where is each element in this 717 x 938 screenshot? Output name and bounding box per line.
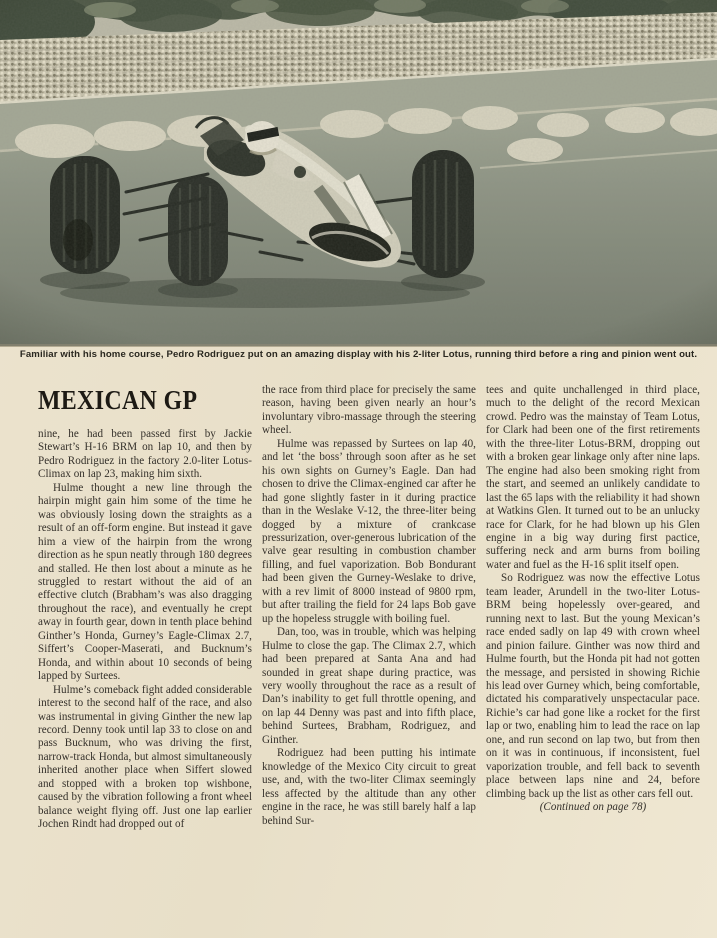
race-photo-illustration [0, 0, 717, 346]
paragraph: tees and quite unchallenged in third place, much to the delight of the record Mexican crowd. Pedro was the mainstay of Team Lotus, for Clark had been one of the first retirements with the three-liter Lotus-BRM, dropping out with a broken gear linkage only after nine laps. The engine had also been smoking right from the start, and seemed an unlikely candidate to last the 65 laps with the reliability it had shown at Watkins Glen. It turned out to be an unlucky race for Clark, for he had blown up his Glen engine in a big way during first pactice, suffering neck and arm burns from boiling water and fuel as the H-16 split itself open. [486, 384, 700, 571]
paragraph: Dan, too, was in trouble, which was helping Hulme to close the gap. The Climax 2.7, which had been prepared at Santa Ana and had sounded in great shape during practice, was very woolly throughout the race as a result of Dan’s inability to get full throttle opening, and on lap 44 Denny was past and into fifth place, behind Surtees, Brabham, Rodriguez, and Ginther. [262, 626, 476, 746]
race-photo [0, 0, 717, 347]
article-column-2 [262, 384, 476, 938]
paragraph: Hulme thought a new line through the hairpin might gain him some of the time he was obviously losing down the straights as a result of an off-form engine. But instead it gave him a view of the hairpin from the wrong direction as he spun neatly through 180 degrees and stalled. He then lost about a minute as he struggled to restart without the aid of an effective clutch (Brabham’s was also dragging throughout the race), and eventually he crept away in fourth gear, down in tenth place behind Ginther’s Honda, Gurney’s Eagle-Climax 2.7, Siffert’s Cooper-Maserati, and Bucknum’s Honda, and within about 10 seconds of being lapped by Surtees. [38, 481, 252, 683]
article-title: MEXICAN GP [38, 385, 198, 415]
paragraph: Hulme was repassed by Surtees on lap 40, and let ‘the boss’ through soon after as he set his own sights on Gurney’s Eagle. Dan had chosen to drive the Climax-engined car after he had gone slightly faster in it during practice than in the Weslake V-12, the three-liter being dogged by a mixture of crankcase pressurization, over-generous lubrication of the valve gear resulting in combustion chamber filling, and fuel vaporization. Bob Bondurant had been given the Gurney-Weslake to drive, with a rev limit of 8000 instead of 9800 rpm, but after trailing the field for 24 laps Bob gave up the hopeless struggle with boiling fuel. [262, 437, 476, 625]
article-body [0, 384, 717, 938]
paragraph: the race from third place for precisely the same reason, having been given nearly an hour’s involuntary vibro-massage through the steering wheel. [262, 384, 476, 437]
paragraph: nine, he had been passed first by Jackie Stewart’s H-16 BRM on lap 10, and then by Pedro Rodriguez in the factory 2.0-liter Lotus-Climax on lap 23, making him sixth. [38, 428, 252, 481]
paragraph: Rodriguez had been putting his intimate knowledge of the Mexico City circuit to great use, and, with the two-liter Climax seemingly less affected by the altitude than any other engine in the race, he was still barely half a lap behind Sur- [262, 747, 476, 827]
article-column-3 [486, 384, 700, 938]
continued-note: (Continued on page 78) [539, 801, 647, 814]
article-column-1 [38, 384, 252, 938]
paragraph: So Rodriguez was now the effective Lotus team leader, Arundell in the two-liter Lotus-BRM being hopelessly over-geared, and running next to last. But the young Mexican’s race ended sadly on lap 49 with crown wheel and pinion failure. Ginther was now third and Hulme fourth, but the Honda pit had not gotten the message, and persisted in showing Richie his lead over Gurney which, being comfortable, dictated his comparatively unspectacular pace. Richie’s car had gone like a rocket for the first lap or two, enabling him to lead the race on lap one, and run second on lap two, but from then on it was in continuous, if inconsistent, fuel vaporization trouble, and fell back to seventh place between laps nine and 24, before climbing back up the list as other cars fell out. [486, 572, 700, 800]
paragraph: Hulme’s comeback fight added considerable interest to the second half of the race, and also was instrumental in giving Ginther the new lap record. Denny took until lap 33 to close on and pass Bucknum, who was driving the first, narrow-track Honda, but almost simultaneously inherited another place when Siffert slowed and stopped with a broken top wishbone, caused by the vibration following a front wheel balance weight flying off. Just one lap earlier Jochen Rindt had dropped out of [38, 683, 252, 831]
vignette [0, 0, 717, 346]
photo-caption: Familiar with his home course, Pedro Rodriguez put on an amazing display with his 2-liter Lotus, running third before a ring and pinion went out. [19, 349, 698, 360]
